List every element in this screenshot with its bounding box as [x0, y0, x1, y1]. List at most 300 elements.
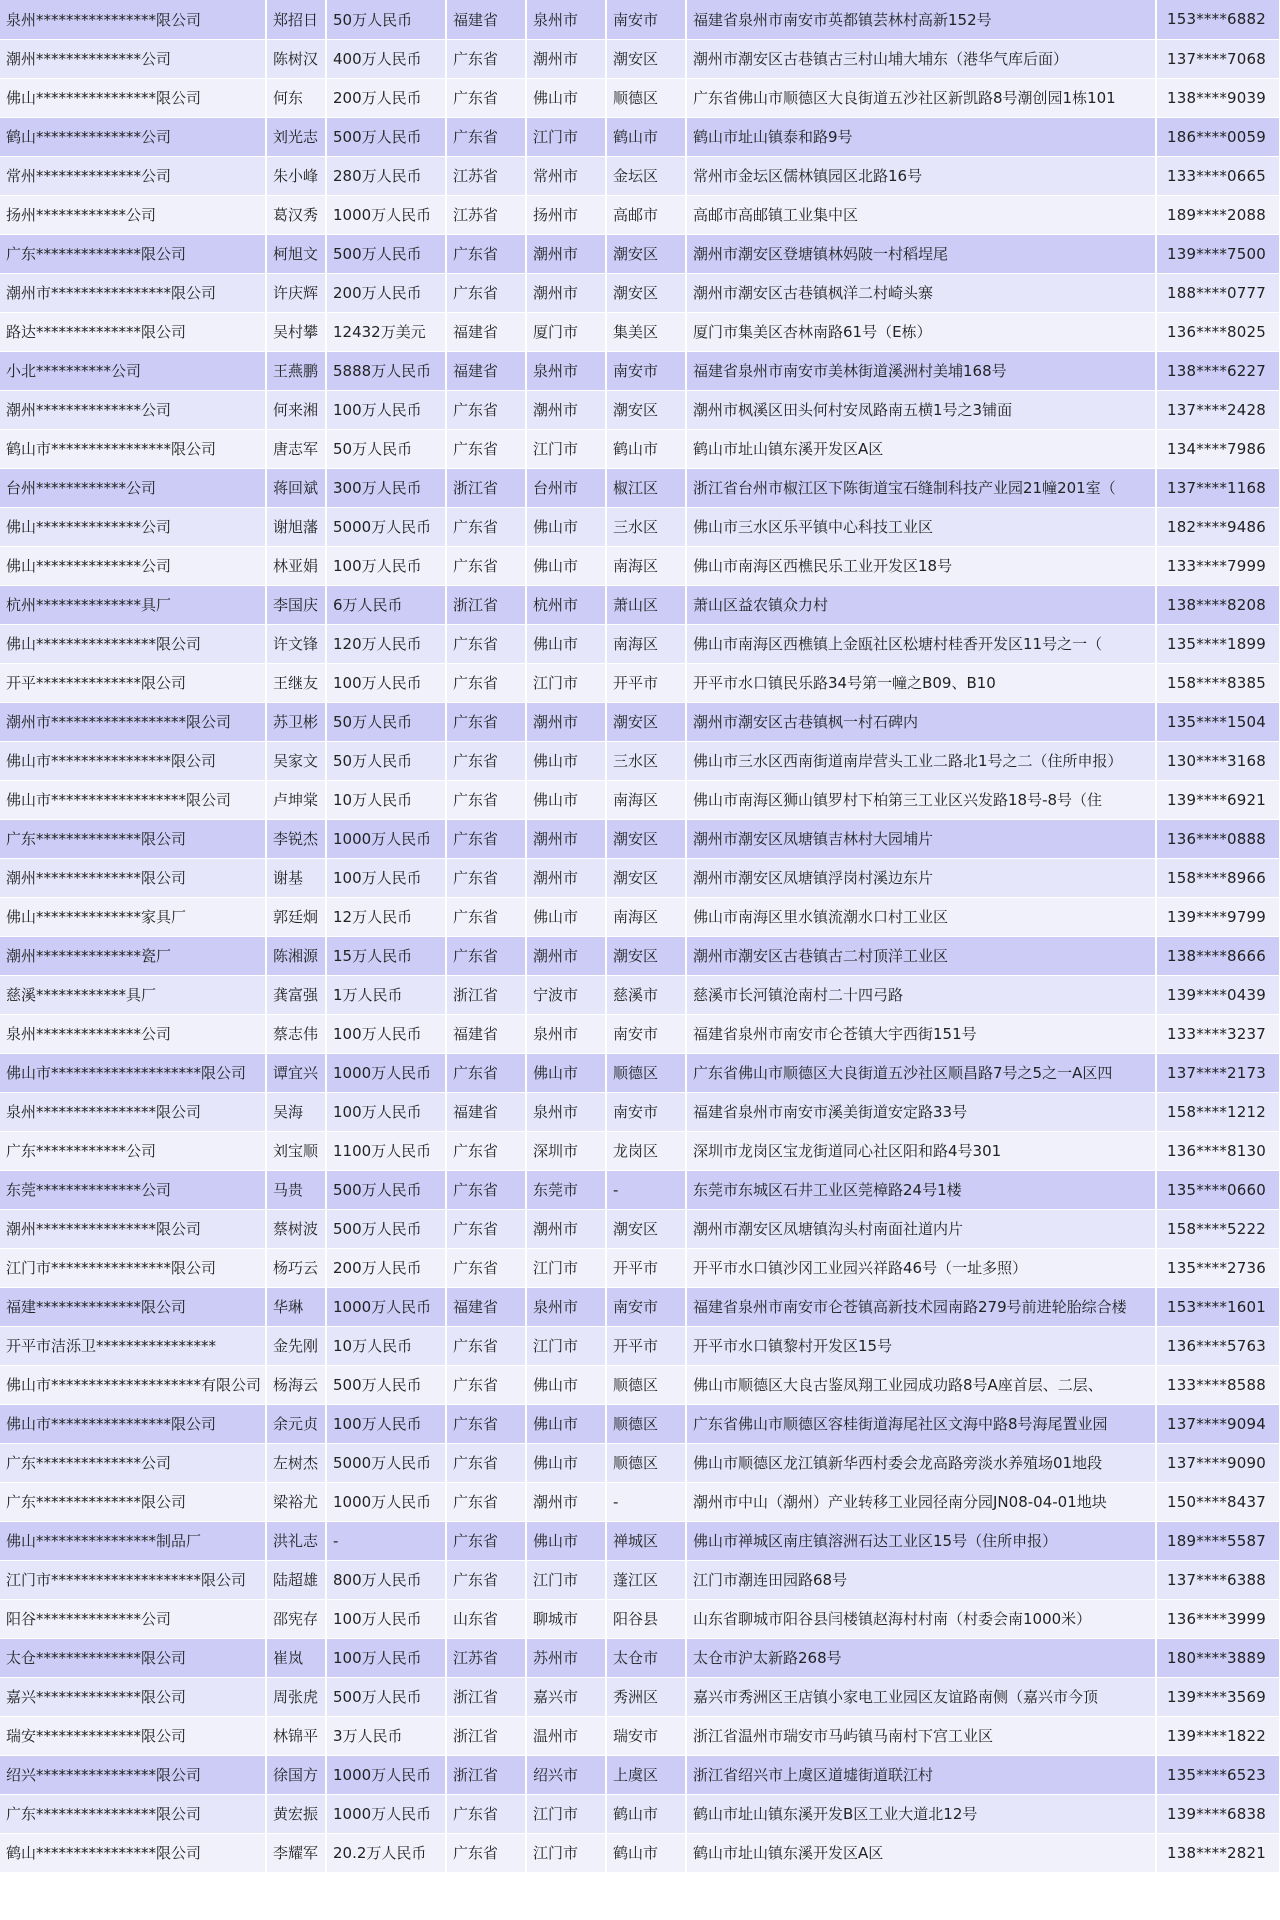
company-name-cell: 佛山市********************限公司: [0, 1053, 266, 1092]
district-cell: 潮安区: [606, 702, 686, 741]
city-cell: 江门市: [526, 663, 606, 702]
address-cell: 深圳市龙岗区宝龙街道同心社区阳和路4号301: [686, 1131, 1156, 1170]
city-cell: 潮州市: [526, 39, 606, 78]
company-name-cell: 潮州**************限公司: [0, 858, 266, 897]
table-row: [0, 936, 1280, 975]
company-name-cell: 鹤山市****************限公司: [0, 429, 266, 468]
company-name-cell: 鹤山**************公司: [0, 117, 266, 156]
address-cell: 鹤山市址山镇东溪开发区A区: [686, 429, 1156, 468]
company-name-cell: 嘉兴**************限公司: [0, 1677, 266, 1716]
contact-name-cell: 郑招日: [266, 0, 326, 39]
address-cell: 潮州市潮安区古巷镇古三村山埔大埔东（港华气库后面）: [686, 39, 1156, 78]
city-cell: 苏州市: [526, 1638, 606, 1677]
address-cell: 佛山市顺德区大良古鉴凤翔工业园成功路8号A座首层、二层、: [686, 1365, 1156, 1404]
district-cell: 潮安区: [606, 273, 686, 312]
address-cell: 潮州市潮安区凤塘镇沟头村南面社道内片: [686, 1209, 1156, 1248]
city-cell: 绍兴市: [526, 1755, 606, 1794]
district-cell: 顺德区: [606, 1404, 686, 1443]
capital-cell: 5888万人民币: [326, 351, 446, 390]
company-name-cell: 佛山**************家具厂: [0, 897, 266, 936]
company-name-cell: 佛山市********************有限公司: [0, 1365, 266, 1404]
capital-cell: 400万人民币: [326, 39, 446, 78]
company-name-cell: 开平**************限公司: [0, 663, 266, 702]
province-cell: 广东省: [446, 1794, 526, 1833]
table-row: [0, 624, 1280, 663]
table-row: [0, 234, 1280, 273]
company-name-cell: 阳谷**************公司: [0, 1599, 266, 1638]
contact-name-cell: 苏卫彬: [266, 702, 326, 741]
address-cell: 福建省泉州市南安市美林街道溪洲村美埔168号: [686, 351, 1156, 390]
province-cell: 浙江省: [446, 1755, 526, 1794]
province-cell: 福建省: [446, 1287, 526, 1326]
district-cell: 潮安区: [606, 234, 686, 273]
table-row: [0, 1131, 1280, 1170]
contact-name-cell: 吴家文: [266, 741, 326, 780]
contact-name-cell: 徐国方: [266, 1755, 326, 1794]
phone-cell: 153****1601: [1156, 1287, 1280, 1326]
table-row: [0, 117, 1280, 156]
province-cell: 广东省: [446, 78, 526, 117]
table-row: [0, 273, 1280, 312]
contact-name-cell: 林亚娟: [266, 546, 326, 585]
capital-cell: 100万人民币: [326, 858, 446, 897]
company-name-cell: 潮州市******************限公司: [0, 702, 266, 741]
district-cell: 南海区: [606, 624, 686, 663]
contact-name-cell: 吴海: [266, 1092, 326, 1131]
table-row: [0, 663, 1280, 702]
phone-cell: 137****9090: [1156, 1443, 1280, 1482]
phone-cell: 133****0665: [1156, 156, 1280, 195]
table-row: [0, 390, 1280, 429]
district-cell: 南安市: [606, 0, 686, 39]
province-cell: 江苏省: [446, 156, 526, 195]
phone-cell: 158****8966: [1156, 858, 1280, 897]
phone-cell: 153****6882: [1156, 0, 1280, 39]
table-row: [0, 858, 1280, 897]
phone-cell: 150****8437: [1156, 1482, 1280, 1521]
phone-cell: 136****0888: [1156, 819, 1280, 858]
phone-cell: 158****5222: [1156, 1209, 1280, 1248]
city-cell: 江门市: [526, 117, 606, 156]
table-row: [0, 702, 1280, 741]
city-cell: 深圳市: [526, 1131, 606, 1170]
address-cell: 开平市水口镇民乐路34号第一幢之B09、B10: [686, 663, 1156, 702]
city-cell: 厦门市: [526, 312, 606, 351]
contact-name-cell: 崔岚: [266, 1638, 326, 1677]
city-cell: 佛山市: [526, 546, 606, 585]
city-cell: 温州市: [526, 1716, 606, 1755]
phone-cell: 133****8588: [1156, 1365, 1280, 1404]
capital-cell: 12432万美元: [326, 312, 446, 351]
province-cell: 广东省: [446, 897, 526, 936]
phone-cell: 139****9799: [1156, 897, 1280, 936]
address-cell: 佛山市南海区里水镇流潮水口村工业区: [686, 897, 1156, 936]
contact-name-cell: 蔡树波: [266, 1209, 326, 1248]
district-cell: 潮安区: [606, 390, 686, 429]
district-cell: 禅城区: [606, 1521, 686, 1560]
district-cell: 南海区: [606, 546, 686, 585]
capital-cell: 100万人民币: [326, 1014, 446, 1053]
district-cell: 南安市: [606, 1092, 686, 1131]
capital-cell: 500万人民币: [326, 117, 446, 156]
address-cell: 慈溪市长河镇沧南村二十四弓路: [686, 975, 1156, 1014]
table-row: [0, 819, 1280, 858]
district-cell: 鹤山市: [606, 117, 686, 156]
table-row: [0, 1248, 1280, 1287]
phone-cell: 136****3999: [1156, 1599, 1280, 1638]
contact-name-cell: 余元贞: [266, 1404, 326, 1443]
capital-cell: 100万人民币: [326, 1638, 446, 1677]
phone-cell: 136****8025: [1156, 312, 1280, 351]
phone-cell: 139****1822: [1156, 1716, 1280, 1755]
company-name-cell: 广东**************限公司: [0, 234, 266, 273]
company-name-cell: 太仓**************限公司: [0, 1638, 266, 1677]
company-name-cell: 佛山市******************限公司: [0, 780, 266, 819]
district-cell: 三水区: [606, 741, 686, 780]
phone-cell: 189****2088: [1156, 195, 1280, 234]
address-cell: 福建省泉州市南安市仑苍镇高新技术园南路279号前进轮胎综合楼: [686, 1287, 1156, 1326]
company-name-cell: 福建**************限公司: [0, 1287, 266, 1326]
province-cell: 福建省: [446, 1092, 526, 1131]
district-cell: 南海区: [606, 780, 686, 819]
address-cell: 浙江省绍兴市上虞区道墟街道联江村: [686, 1755, 1156, 1794]
company-name-cell: 广东**************公司: [0, 1443, 266, 1482]
address-cell: 潮州市枫溪区田头何村安凤路南五横1号之3铺面: [686, 390, 1156, 429]
contact-name-cell: 陈树汉: [266, 39, 326, 78]
contact-name-cell: 郭廷炯: [266, 897, 326, 936]
province-cell: 广东省: [446, 1053, 526, 1092]
table-row: [0, 1794, 1280, 1833]
city-cell: 佛山市: [526, 1404, 606, 1443]
address-cell: 浙江省温州市瑞安市马屿镇马南村下宫工业区: [686, 1716, 1156, 1755]
contact-name-cell: 朱小峰: [266, 156, 326, 195]
contact-name-cell: 谢旭藩: [266, 507, 326, 546]
phone-cell: 139****3569: [1156, 1677, 1280, 1716]
contact-name-cell: 王继友: [266, 663, 326, 702]
province-cell: 广东省: [446, 741, 526, 780]
capital-cell: 15万人民币: [326, 936, 446, 975]
province-cell: 广东省: [446, 390, 526, 429]
district-cell: 顺德区: [606, 1365, 686, 1404]
city-cell: 佛山市: [526, 78, 606, 117]
city-cell: 常州市: [526, 156, 606, 195]
district-cell: 鹤山市: [606, 1833, 686, 1872]
province-cell: 福建省: [446, 0, 526, 39]
city-cell: 江门市: [526, 1326, 606, 1365]
phone-cell: 137****2428: [1156, 390, 1280, 429]
table-row: [0, 1599, 1280, 1638]
table-row: [0, 780, 1280, 819]
province-cell: 山东省: [446, 1599, 526, 1638]
address-cell: 潮州市潮安区凤塘镇浮岗村溪边东片: [686, 858, 1156, 897]
table-row: [0, 1443, 1280, 1482]
address-cell: 鹤山市址山镇东溪开发B区工业大道北12号: [686, 1794, 1156, 1833]
province-cell: 广东省: [446, 1209, 526, 1248]
company-name-cell: 慈溪************具厂: [0, 975, 266, 1014]
phone-cell: 186****0059: [1156, 117, 1280, 156]
contact-name-cell: 李耀军: [266, 1833, 326, 1872]
address-cell: 嘉兴市秀洲区王店镇小家电工业园区友谊路南侧（嘉兴市今顶: [686, 1677, 1156, 1716]
district-cell: 龙岗区: [606, 1131, 686, 1170]
capital-cell: 1000万人民币: [326, 1482, 446, 1521]
city-cell: 江门市: [526, 1248, 606, 1287]
city-cell: 潮州市: [526, 1209, 606, 1248]
company-name-cell: 潮州****************限公司: [0, 1209, 266, 1248]
city-cell: 泉州市: [526, 1014, 606, 1053]
province-cell: 江苏省: [446, 195, 526, 234]
city-cell: 佛山市: [526, 1053, 606, 1092]
contact-name-cell: 李锐杰: [266, 819, 326, 858]
province-cell: 浙江省: [446, 468, 526, 507]
phone-cell: 180****3889: [1156, 1638, 1280, 1677]
district-cell: 潮安区: [606, 936, 686, 975]
table-row: [0, 1716, 1280, 1755]
table-row: [0, 1365, 1280, 1404]
phone-cell: 135****0660: [1156, 1170, 1280, 1209]
province-cell: 广东省: [446, 702, 526, 741]
phone-cell: 133****7999: [1156, 546, 1280, 585]
capital-cell: 50万人民币: [326, 0, 446, 39]
province-cell: 广东省: [446, 1170, 526, 1209]
province-cell: 广东省: [446, 546, 526, 585]
company-name-cell: 佛山****************限公司: [0, 624, 266, 663]
table-row: [0, 585, 1280, 624]
city-cell: 潮州市: [526, 702, 606, 741]
city-cell: 佛山市: [526, 1365, 606, 1404]
table-row: [0, 429, 1280, 468]
province-cell: 福建省: [446, 351, 526, 390]
capital-cell: 5000万人民币: [326, 1443, 446, 1482]
city-cell: 佛山市: [526, 1521, 606, 1560]
company-name-cell: 东莞**************公司: [0, 1170, 266, 1209]
company-name-cell: 路达**************限公司: [0, 312, 266, 351]
city-cell: 佛山市: [526, 507, 606, 546]
province-cell: 广东省: [446, 429, 526, 468]
contact-name-cell: 华琳: [266, 1287, 326, 1326]
table-row: [0, 897, 1280, 936]
phone-cell: 139****6838: [1156, 1794, 1280, 1833]
phone-cell: 188****0777: [1156, 273, 1280, 312]
phone-cell: 182****9486: [1156, 507, 1280, 546]
table-row: [0, 468, 1280, 507]
capital-cell: 20.2万人民币: [326, 1833, 446, 1872]
capital-cell: 50万人民币: [326, 429, 446, 468]
phone-cell: 139****7500: [1156, 234, 1280, 273]
district-cell: 椒江区: [606, 468, 686, 507]
city-cell: 佛山市: [526, 780, 606, 819]
contact-name-cell: 刘光志: [266, 117, 326, 156]
province-cell: 广东省: [446, 819, 526, 858]
city-cell: 嘉兴市: [526, 1677, 606, 1716]
capital-cell: 500万人民币: [326, 1677, 446, 1716]
city-cell: 聊城市: [526, 1599, 606, 1638]
address-cell: 开平市水口镇沙冈工业园兴祥路46号（一址多照）: [686, 1248, 1156, 1287]
province-cell: 广东省: [446, 1404, 526, 1443]
phone-cell: 135****1504: [1156, 702, 1280, 741]
address-cell: 开平市水口镇黎村开发区15号: [686, 1326, 1156, 1365]
address-cell: 潮州市潮安区凤塘镇吉林村大园埔片: [686, 819, 1156, 858]
contact-name-cell: 吴村攀: [266, 312, 326, 351]
table-row: [0, 1170, 1280, 1209]
capital-cell: 50万人民币: [326, 741, 446, 780]
company-name-cell: 绍兴****************限公司: [0, 1755, 266, 1794]
district-cell: 阳谷县: [606, 1599, 686, 1638]
city-cell: 潮州市: [526, 1482, 606, 1521]
address-cell: 萧山区益农镇众力村: [686, 585, 1156, 624]
city-cell: 泉州市: [526, 0, 606, 39]
contact-name-cell: 蒋回斌: [266, 468, 326, 507]
capital-cell: 500万人民币: [326, 1170, 446, 1209]
contact-name-cell: 龚富强: [266, 975, 326, 1014]
company-name-cell: 杭州**************具厂: [0, 585, 266, 624]
capital-cell: 120万人民币: [326, 624, 446, 663]
district-cell: 高邮市: [606, 195, 686, 234]
company-name-cell: 广东**************限公司: [0, 819, 266, 858]
phone-cell: 138****8666: [1156, 936, 1280, 975]
address-cell: 潮州市潮安区登塘镇林妈陂一村稻埕尾: [686, 234, 1156, 273]
contact-name-cell: 许文锋: [266, 624, 326, 663]
table-row: [0, 546, 1280, 585]
contact-name-cell: 王燕鹏: [266, 351, 326, 390]
phone-cell: 138****9039: [1156, 78, 1280, 117]
table-row: [0, 1287, 1280, 1326]
address-cell: 浙江省台州市椒江区下陈街道宝石缝制科技产业园21幢201室（: [686, 468, 1156, 507]
capital-cell: 10万人民币: [326, 780, 446, 819]
province-cell: 广东省: [446, 1833, 526, 1872]
company-name-cell: 潮州市****************限公司: [0, 273, 266, 312]
company-name-cell: 佛山****************制品厂: [0, 1521, 266, 1560]
province-cell: 广东省: [446, 1482, 526, 1521]
contact-name-cell: 李国庆: [266, 585, 326, 624]
address-cell: 潮州市中山（潮州）产业转移工业园径南分园JN08-04-01地块: [686, 1482, 1156, 1521]
district-cell: -: [606, 1482, 686, 1521]
district-cell: 鹤山市: [606, 1794, 686, 1833]
contact-name-cell: 谢基: [266, 858, 326, 897]
contact-name-cell: 唐志军: [266, 429, 326, 468]
province-cell: 浙江省: [446, 1716, 526, 1755]
district-cell: -: [606, 1170, 686, 1209]
district-cell: 南安市: [606, 351, 686, 390]
table-row: [0, 39, 1280, 78]
contact-name-cell: 许庆辉: [266, 273, 326, 312]
contact-name-cell: 蔡志伟: [266, 1014, 326, 1053]
address-cell: 高邮市高邮镇工业集中区: [686, 195, 1156, 234]
district-cell: 瑞安市: [606, 1716, 686, 1755]
address-cell: 佛山市顺德区龙江镇新华西村委会龙高路旁淡水养殖场01地段: [686, 1443, 1156, 1482]
province-cell: 福建省: [446, 1014, 526, 1053]
capital-cell: 6万人民币: [326, 585, 446, 624]
phone-cell: 139****0439: [1156, 975, 1280, 1014]
company-name-cell: 佛山**************公司: [0, 546, 266, 585]
contact-name-cell: 柯旭文: [266, 234, 326, 273]
address-cell: 潮州市潮安区古巷镇古二村顶洋工业区: [686, 936, 1156, 975]
address-cell: 鹤山市址山镇东溪开发区A区: [686, 1833, 1156, 1872]
table-row: [0, 1560, 1280, 1599]
company-name-cell: 扬州************公司: [0, 195, 266, 234]
table-row: [0, 975, 1280, 1014]
address-cell: 福建省泉州市南安市仑苍镇大宇西街151号: [686, 1014, 1156, 1053]
company-name-cell: 广东**************限公司: [0, 1482, 266, 1521]
province-cell: 浙江省: [446, 585, 526, 624]
district-cell: 开平市: [606, 1326, 686, 1365]
province-cell: 浙江省: [446, 1677, 526, 1716]
province-cell: 广东省: [446, 117, 526, 156]
company-name-cell: 泉州****************限公司: [0, 0, 266, 39]
capital-cell: 100万人民币: [326, 1599, 446, 1638]
city-cell: 佛山市: [526, 624, 606, 663]
capital-cell: 200万人民币: [326, 273, 446, 312]
district-cell: 南海区: [606, 897, 686, 936]
contact-name-cell: 陈湘源: [266, 936, 326, 975]
address-cell: 佛山市禅城区南庄镇溶洲石达工业区15号（住所申报）: [686, 1521, 1156, 1560]
phone-cell: 158****8385: [1156, 663, 1280, 702]
company-name-cell: 瑞安**************限公司: [0, 1716, 266, 1755]
phone-cell: 158****1212: [1156, 1092, 1280, 1131]
capital-cell: 1000万人民币: [326, 1794, 446, 1833]
contact-name-cell: 葛汉秀: [266, 195, 326, 234]
capital-cell: 12万人民币: [326, 897, 446, 936]
contact-name-cell: 邵宪存: [266, 1599, 326, 1638]
district-cell: 集美区: [606, 312, 686, 351]
capital-cell: 300万人民币: [326, 468, 446, 507]
district-cell: 蓬江区: [606, 1560, 686, 1599]
city-cell: 泉州市: [526, 1092, 606, 1131]
phone-cell: 138****8208: [1156, 585, 1280, 624]
table-row: [0, 1014, 1280, 1053]
address-cell: 厦门市集美区杏林南路61号（E栋）: [686, 312, 1156, 351]
phone-cell: 134****7986: [1156, 429, 1280, 468]
company-name-cell: 泉州****************限公司: [0, 1092, 266, 1131]
district-cell: 太仓市: [606, 1638, 686, 1677]
district-cell: 开平市: [606, 663, 686, 702]
phone-cell: 138****6227: [1156, 351, 1280, 390]
phone-cell: 135****1899: [1156, 624, 1280, 663]
district-cell: 潮安区: [606, 819, 686, 858]
company-name-cell: 开平市洁泺卫****************: [0, 1326, 266, 1365]
capital-cell: 50万人民币: [326, 702, 446, 741]
city-cell: 泉州市: [526, 351, 606, 390]
city-cell: 潮州市: [526, 819, 606, 858]
city-cell: 扬州市: [526, 195, 606, 234]
capital-cell: 5000万人民币: [326, 507, 446, 546]
city-cell: 宁波市: [526, 975, 606, 1014]
city-cell: 佛山市: [526, 897, 606, 936]
district-cell: 顺德区: [606, 78, 686, 117]
province-cell: 广东省: [446, 234, 526, 273]
table-row: [0, 741, 1280, 780]
company-name-cell: 佛山****************限公司: [0, 78, 266, 117]
table-row: [0, 1404, 1280, 1443]
province-cell: 福建省: [446, 312, 526, 351]
address-cell: 福建省泉州市南安市溪美街道安定路33号: [686, 1092, 1156, 1131]
contact-name-cell: 金先刚: [266, 1326, 326, 1365]
phone-cell: 189****5587: [1156, 1521, 1280, 1560]
district-cell: 南安市: [606, 1014, 686, 1053]
capital-cell: 100万人民币: [326, 546, 446, 585]
capital-cell: 200万人民币: [326, 78, 446, 117]
province-cell: 广东省: [446, 663, 526, 702]
province-cell: 广东省: [446, 1443, 526, 1482]
city-cell: 潮州市: [526, 390, 606, 429]
capital-cell: 1000万人民币: [326, 819, 446, 858]
address-cell: 佛山市三水区西南街道南岸营头工业二路北1号之二（住所申报）: [686, 741, 1156, 780]
city-cell: 江门市: [526, 1560, 606, 1599]
table-row: [0, 1053, 1280, 1092]
table-row: [0, 78, 1280, 117]
district-cell: 鹤山市: [606, 429, 686, 468]
phone-cell: 139****6921: [1156, 780, 1280, 819]
contact-name-cell: 洪礼志: [266, 1521, 326, 1560]
